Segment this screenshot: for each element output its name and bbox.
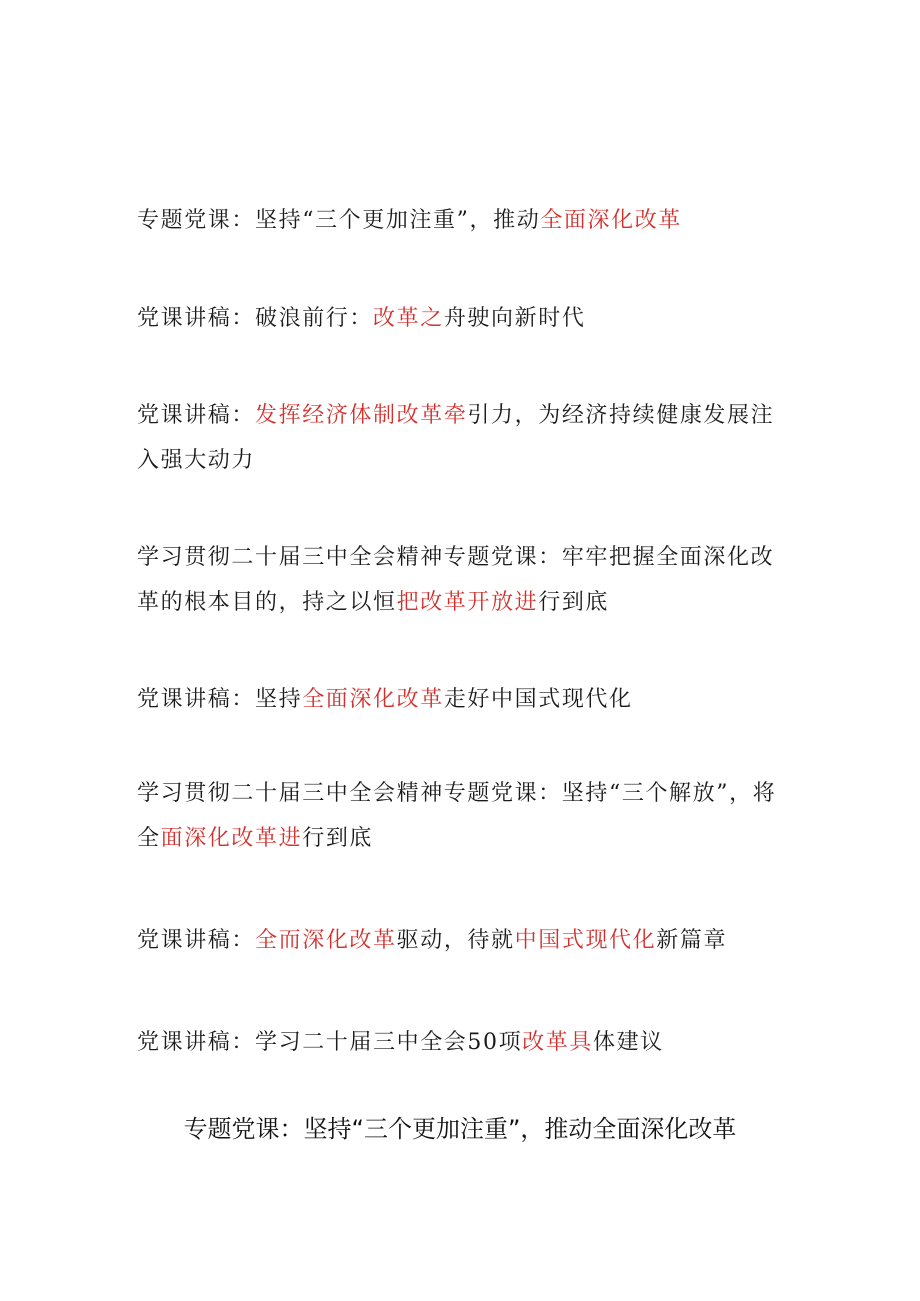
toc-item-2-text-end: 舟驶向新时代 bbox=[443, 306, 586, 331]
toc-item-7-highlight: 全而深化改革 bbox=[255, 928, 397, 953]
toc-item-8 bbox=[137, 1020, 792, 1065]
toc-item-3 bbox=[137, 393, 792, 483]
toc-item-2 bbox=[137, 296, 792, 341]
toc-item-8-text: 党课讲稿：学习二十届三中全会50项 bbox=[137, 1030, 523, 1055]
toc-item-1-text: 专题党课：坚持“三个更加注重”，推动 bbox=[137, 208, 541, 233]
toc-item-1-highlight: 全面深化改革 bbox=[540, 208, 682, 233]
toc-item-6-text: 学习贯彻二十届三中全会精神专题党课：坚持“三个解放”，将全 bbox=[137, 781, 777, 851]
toc-item-4-text-end: 行到底 bbox=[538, 590, 610, 615]
toc-item-8-highlight: 改革具 bbox=[522, 1030, 594, 1055]
toc-item-7-text-mid: 驱动，待就 bbox=[396, 928, 515, 953]
document-heading: 专题党课：坚持“三个更加注重”，推动全面深化改革 bbox=[183, 1115, 737, 1143]
toc-item-1 bbox=[137, 198, 792, 243]
toc-item-7 bbox=[137, 918, 792, 963]
toc-item-6-highlight: 面深化改革进 bbox=[160, 826, 303, 851]
toc-item-7-text-end: 新篇章 bbox=[656, 928, 728, 953]
toc-item-2-text: 党课讲稿：破浪前行： bbox=[137, 306, 374, 331]
toc-item-8-text-end: 体建议 bbox=[593, 1030, 664, 1055]
toc-item-7-highlight-2: 中国式现代化 bbox=[514, 928, 657, 953]
toc-item-5-text: 党课讲稿：坚持 bbox=[137, 687, 303, 712]
toc-item-3-highlight: 发挥经济体制改革牵 bbox=[255, 403, 468, 428]
toc-item-6-text-end: 行到底 bbox=[302, 826, 374, 851]
toc-item-4-text: 学习贯彻二十届三中全会精神专题党课：牢牢把握全面深化改革的根本目的，持之以恒 bbox=[137, 545, 775, 615]
toc-item-2-highlight: 改革之 bbox=[373, 306, 444, 331]
toc-item-5-text-end: 走好中国式现代化 bbox=[443, 687, 633, 712]
toc-item-4 bbox=[137, 535, 792, 625]
toc-item-4-highlight: 把改革开放进 bbox=[396, 590, 539, 615]
toc-item-6 bbox=[137, 771, 792, 861]
toc-item-7-text: 党课讲稿： bbox=[137, 928, 256, 953]
toc-item-5 bbox=[137, 677, 792, 722]
toc-item-3-text-end: 引力，为经济持续健康发展注入强大动力 bbox=[137, 403, 775, 473]
toc-item-5-highlight: 全面深化改革 bbox=[302, 687, 444, 712]
toc-item-3-text: 党课讲稿： bbox=[137, 403, 256, 428]
